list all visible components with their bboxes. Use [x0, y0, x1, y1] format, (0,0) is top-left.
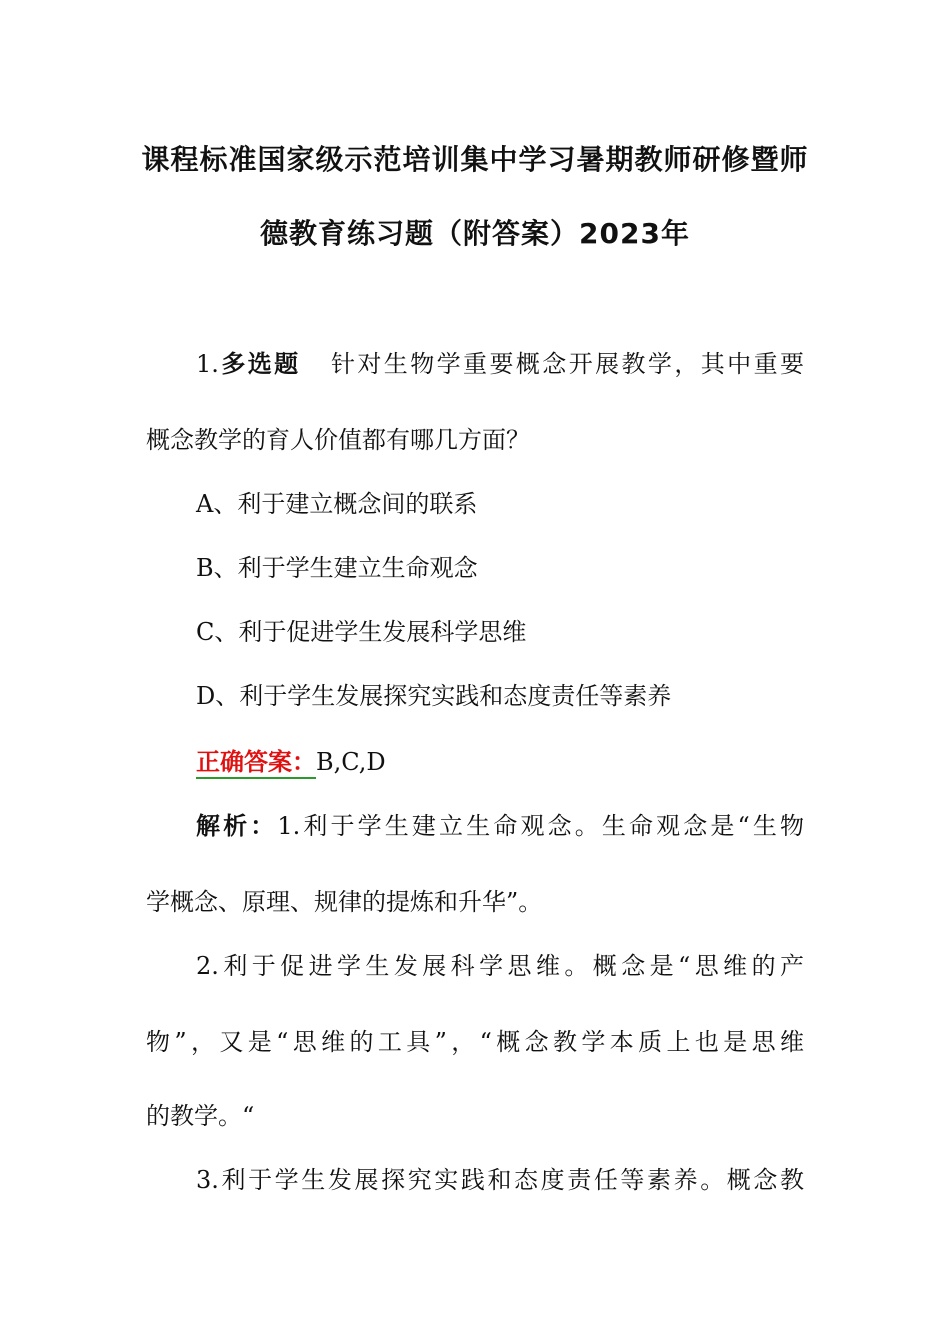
question-first-line	[146, 344, 804, 379]
answer-value: B,C,D	[316, 748, 386, 776]
analysis-line-1-row	[146, 806, 804, 841]
option-c: C、利于促进学生发展科学思维	[196, 618, 527, 646]
answer-label: 正确答案：	[196, 748, 316, 779]
question-text-line-1: 针对生物学重要概念开展教学，其中重要	[328, 350, 805, 378]
analysis-line-6: 3.利于学生发展探究实践和态度责任等素养。概念教	[196, 1166, 804, 1194]
document-title-line-2: 德教育练习题（附答案）2023年	[260, 217, 690, 250]
document-title-line-1: 课程标准国家级示范培训集中学习暑期教师研修暨师	[141, 143, 809, 176]
analysis-line-3: 2.利于促进学生发展科学思维。概念是“思维的产	[196, 952, 804, 980]
question-type: 多选题	[218, 350, 301, 378]
question-number: 1.	[196, 350, 219, 378]
question-text-line-2: 概念教学的育人价值都有哪几方面？	[146, 426, 530, 454]
analysis-line-5: 的教学。“	[146, 1102, 255, 1130]
option-a: A、利于建立概念间的联系	[196, 490, 478, 518]
analysis-line-4: 物”，又是“思维的工具”，“概念教学本质上也是思维	[146, 1028, 804, 1056]
option-d: D、利于学生发展探究实践和态度责任等素养	[196, 682, 672, 710]
analysis-line-3-row	[146, 946, 804, 981]
analysis-line-6-row	[146, 1160, 804, 1195]
analysis-label: 解析：	[196, 812, 278, 840]
option-b: B、利于学生建立生命观念	[196, 554, 478, 582]
analysis-line-1: 1.利于学生建立生命观念。生命观念是“生物	[277, 812, 804, 840]
answer-line	[196, 742, 386, 777]
analysis-line-2: 学概念、原理、规律的提炼和升华”。	[146, 888, 543, 916]
